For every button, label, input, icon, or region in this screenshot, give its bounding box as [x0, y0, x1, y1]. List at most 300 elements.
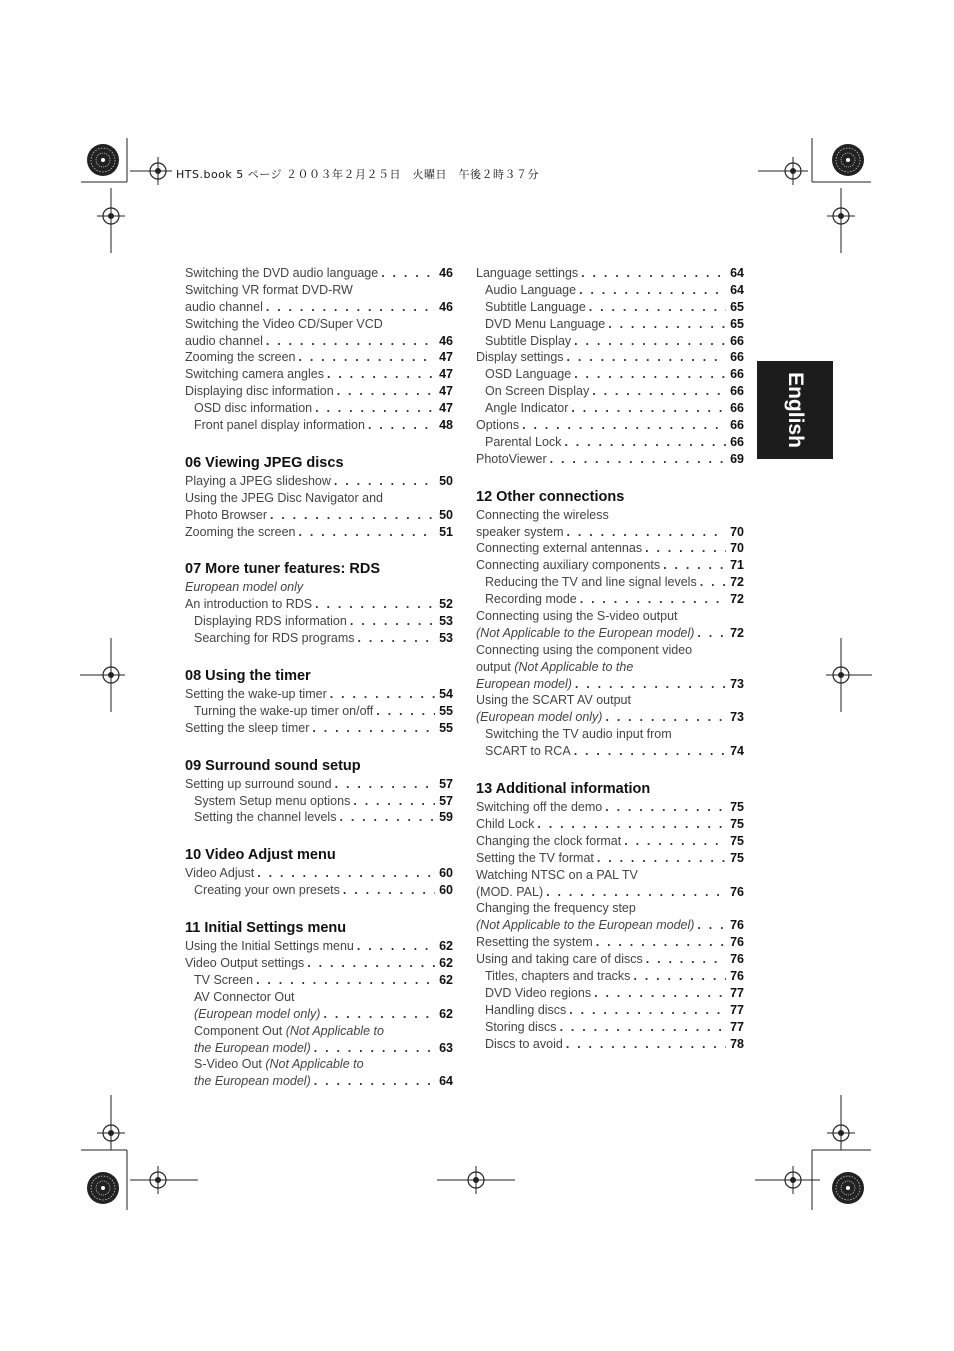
page-number: 65 — [730, 316, 744, 331]
dot-leader — [266, 299, 435, 316]
page-number: 64 — [730, 266, 744, 280]
dot-leader — [330, 686, 435, 703]
toc-entry-title — [185, 955, 304, 972]
toc-entry-title — [485, 591, 577, 608]
toc-entry-text: Displaying disc information — [185, 384, 334, 399]
toc-entry — [476, 282, 744, 299]
toc-entry-title — [194, 703, 373, 720]
toc-entry-note: (Not Applicable to — [285, 1023, 384, 1038]
section-heading: 09 Surround sound setup — [185, 757, 361, 774]
dot-leader — [700, 574, 726, 591]
toc-entry — [185, 299, 453, 316]
toc-entry-text: Setting the wake-up timer — [185, 687, 327, 702]
dot-leader — [574, 366, 726, 383]
toc-entry-title — [485, 400, 568, 417]
page-number: 75 — [730, 850, 744, 865]
toc-entry — [185, 686, 453, 703]
toc-entry-text: Switching the DVD audio language — [185, 266, 379, 280]
dot-leader — [315, 596, 435, 613]
page-number: 64 — [439, 1074, 453, 1089]
toc-entry — [476, 299, 744, 316]
toc-entry — [476, 816, 744, 833]
toc-entry — [476, 850, 744, 867]
toc-entry — [185, 1056, 453, 1073]
toc-entry — [476, 540, 744, 557]
page-number: 63 — [439, 1040, 453, 1055]
toc-entry — [476, 383, 744, 400]
dot-leader — [343, 882, 435, 899]
toc-section — [476, 779, 744, 1052]
toc-entry-title — [185, 299, 263, 316]
toc-entry-text: OSD Language — [485, 367, 572, 382]
page-number: 54 — [439, 687, 453, 702]
toc-section — [476, 487, 744, 760]
page-number: 77 — [730, 1019, 744, 1034]
toc-entry-title — [185, 282, 353, 299]
toc-entry — [476, 951, 744, 968]
toc-entry-title — [185, 865, 254, 882]
toc-entry-text: Connecting the wireless — [476, 507, 609, 522]
page-number: 47 — [439, 384, 453, 399]
toc-entry-title — [476, 934, 593, 951]
toc-entry-text: Changing the clock format — [476, 833, 622, 848]
page-number: 55 — [439, 720, 453, 735]
toc-entry-title — [194, 1023, 384, 1040]
toc-entry — [476, 265, 744, 282]
page-number: 62 — [439, 939, 453, 954]
toc-entry-title — [476, 608, 678, 625]
toc-entry — [476, 934, 744, 951]
toc-entry — [476, 591, 744, 608]
dot-leader — [589, 299, 726, 316]
page-number: 60 — [439, 866, 453, 881]
toc-entry-title — [185, 473, 331, 490]
toc-entry-text: Connecting external antennas — [476, 541, 643, 556]
page-number: 47 — [439, 350, 453, 365]
toc-entry — [185, 955, 453, 972]
toc-entry-text: Watching NTSC on a PAL TV — [476, 867, 638, 882]
toc-entry-text: Switching off the demo — [476, 800, 603, 815]
page-number: 66 — [730, 333, 744, 348]
section-heading: 11 Initial Settings menu — [185, 920, 347, 937]
toc-entry-title — [185, 776, 332, 793]
toc-entry-title — [185, 265, 378, 282]
toc-section — [185, 756, 453, 827]
dot-leader — [550, 451, 726, 468]
page-number: 66 — [730, 434, 744, 449]
page-number: 46 — [439, 299, 453, 314]
toc-entry-text: Subtitle Display — [485, 333, 572, 348]
toc-entry-text: Displaying RDS information — [194, 614, 347, 629]
page-number: 48 — [439, 418, 453, 433]
toc-entry-title — [476, 540, 642, 557]
section-heading: 10 Video Adjust menu — [185, 847, 336, 864]
page-number: 50 — [439, 507, 453, 522]
toc-section — [476, 265, 744, 468]
toc-entry-title — [194, 1056, 364, 1073]
toc-entry-text: DVD Menu Language — [485, 316, 606, 331]
toc-entry-title — [185, 316, 383, 333]
toc-entry — [476, 349, 744, 366]
toc-section — [185, 559, 453, 647]
toc-entry — [476, 333, 744, 350]
dot-leader — [605, 799, 726, 816]
toc-entry-title — [476, 625, 694, 642]
page-number: 57 — [439, 793, 453, 808]
toc-entry-title — [194, 1073, 311, 1090]
toc-entry-note: (Not Applicable to the European model) — [476, 918, 695, 933]
toc-entry-title — [485, 743, 571, 760]
toc-entry-text: Switching the Video CD/Super VCD — [185, 316, 383, 331]
toc-entry-text: Creating your own presets — [194, 883, 340, 898]
dot-leader — [566, 1036, 726, 1053]
page-number: 78 — [730, 1036, 744, 1051]
toc-entry — [476, 659, 744, 676]
section-heading: 07 More tuner features: RDS — [185, 561, 380, 578]
page-number: 64 — [730, 282, 744, 297]
dot-leader — [522, 417, 726, 434]
page-number: 66 — [730, 367, 744, 382]
dot-leader — [560, 1019, 727, 1036]
dot-leader — [567, 349, 727, 366]
toc-section — [185, 453, 453, 541]
toc-entry-title — [485, 333, 571, 350]
toc-entry-text: Reducing the TV and line signal levels — [485, 575, 697, 590]
toc-entry-text: output — [476, 659, 515, 674]
dot-leader — [270, 507, 435, 524]
toc-entry-note: (European model only) — [194, 1006, 321, 1021]
toc-entry — [185, 349, 453, 366]
toc-entry — [185, 1040, 453, 1057]
toc-entry-title — [476, 900, 636, 917]
dot-leader — [368, 417, 435, 434]
toc-entry — [476, 316, 744, 333]
page-number: 62 — [439, 1006, 453, 1021]
dot-leader — [257, 865, 435, 882]
dot-leader — [339, 809, 435, 826]
toc-entry-text: Using the SCART AV output — [476, 693, 631, 708]
toc-entry — [185, 596, 453, 613]
toc-entry — [476, 524, 744, 541]
toc-entry-text: Zooming the screen — [185, 524, 296, 539]
dot-leader — [314, 1040, 435, 1057]
toc-entry-text: audio channel — [185, 299, 263, 314]
toc-entry-text: Zooming the screen — [185, 350, 296, 365]
toc-entry-note: (Not Applicable to the European model) — [476, 625, 695, 640]
toc-entry — [476, 1036, 744, 1053]
toc-entry-title — [476, 850, 594, 867]
page-number: 77 — [730, 1002, 744, 1017]
dot-leader — [537, 816, 726, 833]
dot-leader — [335, 776, 435, 793]
page-number: 59 — [439, 810, 453, 825]
page-number: 76 — [730, 918, 744, 933]
dot-leader — [580, 591, 726, 608]
dot-leader — [663, 557, 726, 574]
toc-entry-title — [485, 299, 586, 316]
toc-entry-title — [476, 799, 602, 816]
toc-entry-text: Using and taking care of discs — [476, 952, 643, 967]
page-number: 46 — [439, 333, 453, 348]
toc-entry-title — [476, 676, 572, 693]
toc-entry-title — [485, 383, 589, 400]
toc-entry-text: Using the JPEG Disc Navigator and — [185, 490, 384, 505]
page-number: 62 — [439, 972, 453, 987]
dot-leader — [376, 703, 435, 720]
toc-entry-text: Options — [476, 418, 520, 433]
toc-entry-text: Connecting auxiliary components — [476, 558, 661, 573]
toc-entry-note: the European model) — [194, 1040, 311, 1055]
toc-entry — [476, 1002, 744, 1019]
toc-entry-text: Playing a JPEG slideshow — [185, 473, 331, 488]
section-heading: 06 Viewing JPEG discs — [185, 454, 344, 471]
toc-entry-title — [476, 265, 578, 282]
page-number: 75 — [730, 816, 744, 831]
dot-leader — [574, 333, 726, 350]
page-number: 66 — [730, 401, 744, 416]
dot-leader — [579, 282, 726, 299]
toc-entry — [185, 333, 453, 350]
page-number: 76 — [730, 884, 744, 899]
toc-entry-text: Switching camera angles — [185, 367, 324, 382]
page-number: 76 — [730, 952, 744, 967]
toc-entry — [185, 490, 453, 507]
toc-entry-text: Titles, chapters and tracks — [485, 968, 631, 983]
dot-leader — [381, 265, 435, 282]
toc-entry — [185, 793, 453, 810]
toc-entry-title — [185, 349, 295, 366]
dot-leader — [323, 1006, 435, 1023]
toc-entry — [185, 865, 453, 882]
toc-entry-title — [485, 985, 591, 1002]
toc-entry — [476, 574, 744, 591]
page-number: 65 — [730, 299, 744, 314]
section-heading: 12 Other connections — [476, 488, 625, 505]
toc-entry-text: Video Output settings — [185, 956, 305, 971]
page-number: 70 — [730, 541, 744, 556]
toc-entry — [476, 917, 744, 934]
toc-entry-text: Using the Initial Settings menu — [185, 939, 354, 954]
toc-entry — [185, 1073, 453, 1090]
toc-entry-title — [194, 809, 336, 826]
toc-entry — [185, 1023, 453, 1040]
dot-leader — [633, 968, 726, 985]
toc-entry-text: Turning the wake-up timer on/off — [194, 703, 374, 718]
toc-entry-text: Video Adjust — [185, 866, 255, 881]
dot-leader — [337, 383, 435, 400]
toc-entry — [185, 579, 453, 596]
page-number: 66 — [730, 418, 744, 433]
toc-section — [185, 918, 453, 1090]
toc-entry — [185, 703, 453, 720]
toc-section — [185, 265, 453, 434]
toc-entry-text: Front panel display information — [194, 418, 365, 433]
dot-leader — [645, 540, 726, 557]
toc-entry-text: Setting the TV format — [476, 850, 594, 865]
page-number: 70 — [730, 524, 744, 539]
dot-leader — [567, 524, 727, 541]
toc-entry-title — [485, 968, 630, 985]
toc-entry-title — [485, 1036, 563, 1053]
toc-entry-text: TV Screen — [194, 972, 254, 987]
toc-entry-text: Language settings — [476, 266, 579, 280]
dot-leader — [357, 630, 435, 647]
toc-entry-title — [476, 642, 692, 659]
page-number: 55 — [439, 703, 453, 718]
dot-leader — [597, 850, 726, 867]
dot-leader — [546, 884, 726, 901]
toc-entry-text: SCART to RCA — [485, 744, 571, 759]
toc-entry-note: (European model only) — [476, 710, 603, 725]
toc-entry-title — [485, 1019, 557, 1036]
toc-entry-title — [485, 726, 672, 743]
toc-entry-title — [476, 884, 543, 901]
page-number: 53 — [439, 631, 453, 646]
toc-entry-note: the European model) — [194, 1074, 311, 1089]
page-number: 50 — [439, 473, 453, 488]
toc-entry-text: Display settings — [476, 350, 564, 365]
language-tab-label: English — [784, 372, 807, 448]
toc-entry — [185, 400, 453, 417]
toc-entry — [185, 1006, 453, 1023]
dot-leader — [312, 720, 435, 737]
toc-entry-title — [185, 507, 267, 524]
toc-entry — [476, 507, 744, 524]
toc-entry-title — [185, 524, 295, 541]
toc-entry — [185, 507, 453, 524]
toc-entry-text: Parental Lock — [485, 434, 562, 449]
page-number: 57 — [439, 776, 453, 791]
toc-entry-note: (Not Applicable to the — [514, 659, 634, 674]
toc-entry-text: Connecting using the S-video output — [476, 609, 678, 624]
toc-entry-title — [476, 692, 631, 709]
toc-entry-title — [485, 1002, 566, 1019]
toc-entry — [185, 265, 453, 282]
toc-entry-text: OSD disc information — [194, 401, 313, 416]
toc-entry-title — [485, 366, 571, 383]
toc-entry-text: PhotoViewer — [476, 451, 547, 466]
toc-entry-title — [194, 400, 312, 417]
toc-entry-title — [476, 833, 621, 850]
page-number: 71 — [730, 558, 744, 573]
toc-entry — [185, 524, 453, 541]
dot-leader — [575, 676, 726, 693]
toc-entry-title — [476, 709, 602, 726]
toc-entry-text: Setting the sleep timer — [185, 720, 310, 735]
toc-entry-text: Connecting using the component video — [476, 642, 693, 657]
toc-entry-title — [194, 882, 340, 899]
dot-leader — [266, 333, 435, 350]
toc-entry-text: DVD Video regions — [485, 985, 592, 1000]
toc-entry-text: Subtitle Language — [485, 299, 586, 314]
toc-entry — [476, 709, 744, 726]
dot-leader — [608, 316, 726, 333]
toc-entry — [476, 451, 744, 468]
toc-entry-title — [476, 349, 564, 366]
toc-entry-note: European model) — [476, 676, 572, 691]
toc-entry-note: (Not Applicable to — [265, 1057, 364, 1072]
toc-entry-title — [476, 417, 519, 434]
toc-entry-text: Angle Indicator — [485, 401, 569, 416]
toc-entry-text: speaker system — [476, 524, 564, 539]
toc-entry — [476, 867, 744, 884]
page-number: 46 — [439, 266, 453, 280]
page-number: 47 — [439, 367, 453, 382]
toc-left-column — [185, 265, 453, 1090]
toc-entry — [185, 366, 453, 383]
toc-entry-title — [476, 659, 633, 676]
dot-leader — [592, 383, 726, 400]
toc-entry — [185, 417, 453, 434]
dot-leader — [646, 951, 726, 968]
toc-entry — [476, 608, 744, 625]
toc-entry-title — [194, 613, 347, 630]
toc-entry — [185, 776, 453, 793]
toc-entry — [476, 743, 744, 760]
toc-entry-title — [185, 366, 324, 383]
toc-entry-title — [476, 951, 643, 968]
toc-section — [185, 666, 453, 737]
toc-entry — [185, 938, 453, 955]
toc-entry-text: Resetting the system — [476, 935, 593, 950]
toc-entry-text: AV Connector Out — [194, 989, 295, 1004]
dot-leader — [334, 473, 435, 490]
toc-entry-text: Changing the frequency step — [476, 901, 636, 916]
page-number: 75 — [730, 800, 744, 815]
toc-entry-title — [194, 972, 253, 989]
dot-leader — [353, 793, 435, 810]
section-heading: 13 Additional information — [476, 781, 651, 798]
toc-entry-text: Searching for RDS programs — [194, 631, 355, 646]
toc-entry — [185, 316, 453, 333]
toc-entry-title — [476, 557, 660, 574]
toc-entry — [476, 417, 744, 434]
page-number: 73 — [730, 710, 744, 725]
toc-entry-text: Recording mode — [485, 592, 577, 607]
toc-entry-text: An introduction to RDS — [185, 597, 313, 612]
toc-entry — [476, 985, 744, 1002]
toc-entry-title — [194, 630, 354, 647]
toc-entry-title — [485, 434, 561, 451]
page-number: 66 — [730, 384, 744, 399]
toc-entry — [185, 383, 453, 400]
dot-leader — [314, 1073, 435, 1090]
dot-leader — [605, 709, 726, 726]
section-heading: 08 Using the timer — [185, 668, 311, 685]
dot-leader — [327, 366, 435, 383]
toc-entry-title — [194, 417, 365, 434]
toc-entry-text: Setting the channel levels — [194, 810, 337, 825]
toc-entry-text: S-Video Out — [194, 1057, 266, 1072]
toc-entry-text: Setting up surround sound — [185, 776, 332, 791]
toc-entry-text: (MOD. PAL) — [476, 884, 544, 899]
dot-leader — [298, 349, 435, 366]
toc-entry — [185, 282, 453, 299]
dot-leader — [596, 934, 726, 951]
page-number: 72 — [730, 625, 744, 640]
toc-entry — [476, 366, 744, 383]
toc-entry-text: Switching VR format DVD-RW — [185, 282, 353, 297]
toc-entry — [476, 726, 744, 743]
page-number: 72 — [730, 592, 744, 607]
toc-entry-text: Child Lock — [476, 816, 535, 831]
dot-leader — [350, 613, 435, 630]
page-number: 76 — [730, 968, 744, 983]
page-number: 62 — [439, 956, 453, 971]
toc-entry-title — [194, 1040, 311, 1057]
page-number: 66 — [730, 350, 744, 365]
dot-leader — [307, 955, 435, 972]
